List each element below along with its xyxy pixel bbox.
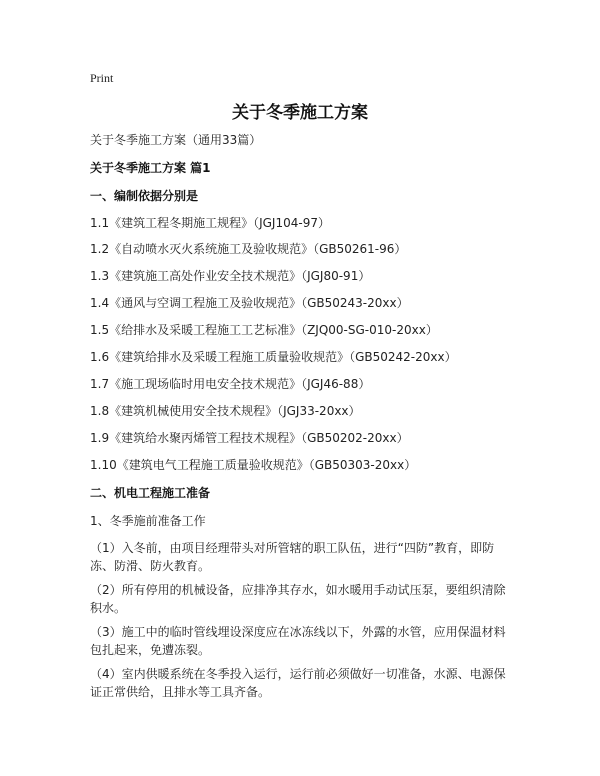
print-label: Print: [90, 71, 114, 85]
reference-item: 1.9《建筑给水聚丙烯管工程技术规程》（GB50202-20xx）: [90, 431, 409, 445]
paragraph: （3）施工中的临时管线埋设深度应在冰冻线以下，外露的水管，应用保温材料包扎起来，免遭冻裂。: [90, 625, 506, 657]
paragraph: （1）入冬前，由项目经理带头对所管辖的职工队伍，进行“四防”教育，即防冻、防滑、防火教育。: [90, 541, 495, 573]
article-heading: 关于冬季施工方案 篇1: [90, 161, 211, 175]
reference-item: 1.5《给排水及采暖工程施工工艺标准》（ZJQ00-SG-010-20xx）: [90, 323, 438, 337]
document-title: 关于冬季施工方案: [232, 103, 368, 123]
document-subtitle: 关于冬季施工方案（通用33篇）: [90, 133, 262, 147]
reference-item: 1.8《建筑机械使用安全技术规程》（JGJ33-20xx）: [90, 404, 361, 418]
reference-item: 1.1《建筑工程冬期施工规程》（JGJ104-97）: [90, 216, 330, 230]
reference-item: 1.6《建筑给排水及采暖工程施工质量验收规范》（GB50242-20xx）: [90, 350, 457, 364]
reference-item: 1.10《建筑电气工程施工质量验收规范》（GB50303-20xx）: [90, 458, 417, 472]
section2-heading: 二、机电工程施工准备: [90, 486, 211, 500]
reference-item: 1.2《自动喷水灭火系统施工及验收规范》（GB50261-96）: [90, 242, 407, 256]
paragraph: （2）所有停用的机械设备，应排净其存水，如水暖用手动试压泵，要组织清除积水。: [90, 583, 506, 615]
reference-item: 1.7《施工现场临时用电安全技术规范》（JGJ46-88）: [90, 377, 371, 391]
reference-item: 1.3《建筑施工高处作业安全技术规范》（JGJ80-91）: [90, 269, 371, 283]
section2-subheading: 1、冬季施前准备工作: [90, 514, 206, 528]
paragraph: （4）室内供暖系统在冬季投入运行，运行前必须做好一切准备，水源、电源保证正常供给，且排水等工具齐备。: [90, 667, 506, 699]
reference-item: 1.4《通风与空调工程施工及验收规范》（GB50243-20xx）: [90, 296, 409, 310]
section1-heading: 一、编制依据分别是: [90, 189, 199, 203]
